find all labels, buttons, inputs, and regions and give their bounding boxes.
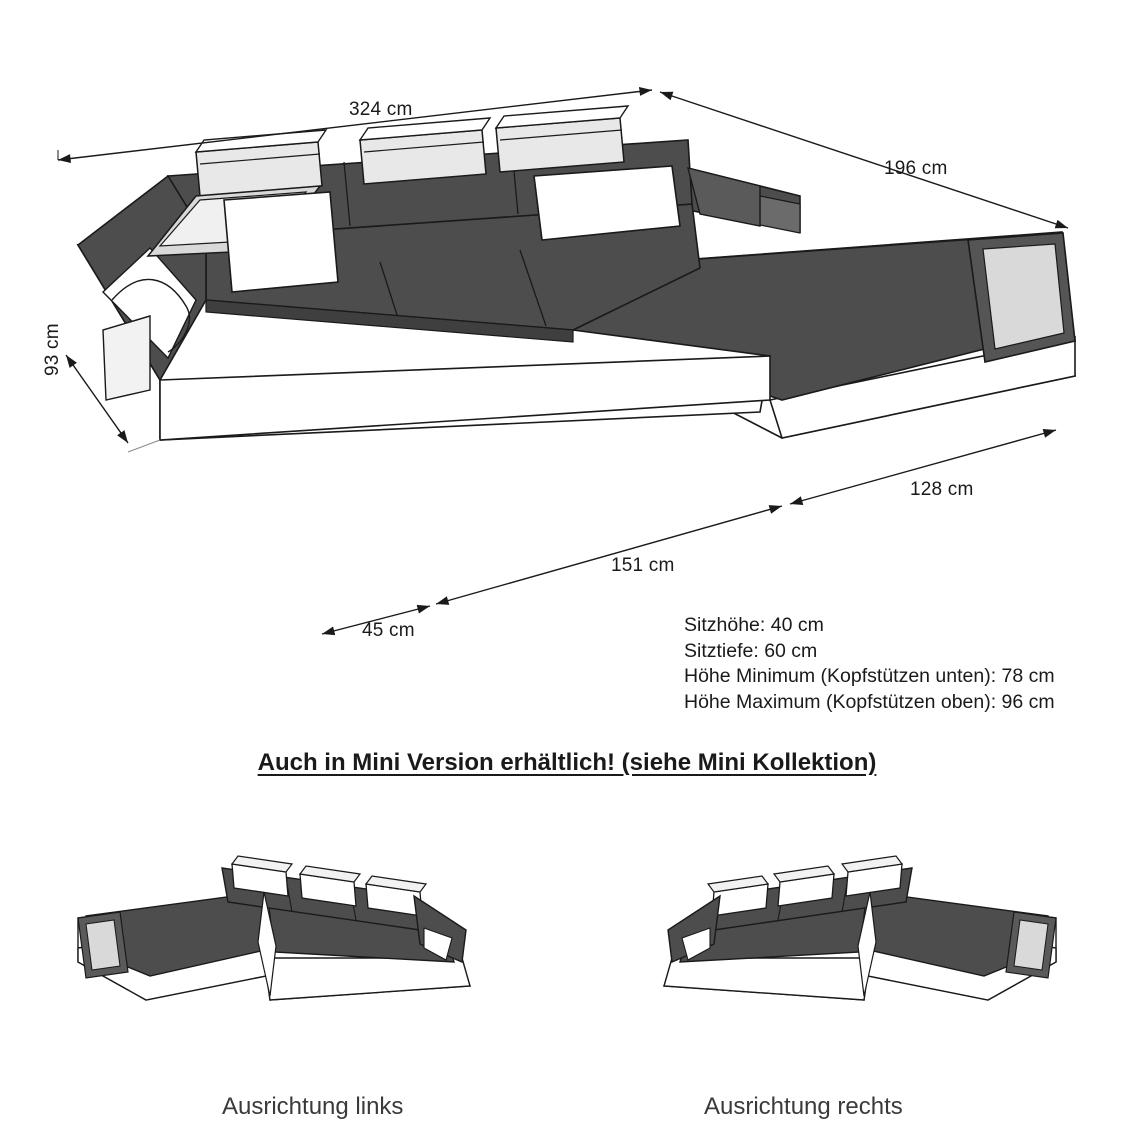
spec-line-height-min: Höhe Minimum (Kopfstützen unten): 78 cm <box>684 665 1055 687</box>
mini-sofa-left <box>78 856 470 1000</box>
mini-version-note: Auch in Mini Version erhältlich! (siehe Mini Kollektion) <box>257 749 877 776</box>
dimension-label-height-total: 93 cm <box>42 323 63 376</box>
main-sofa-illustration <box>78 106 1075 440</box>
spec-line-height-max: Höhe Maximum (Kopfstützen oben): 96 cm <box>684 690 1055 713</box>
caption-orientation-left: Ausrichtung links <box>222 1093 404 1120</box>
dimension-label-depth-total: 196 cm <box>884 158 948 179</box>
dimension-label-chaise-depth: 128 cm <box>910 479 974 500</box>
mini-sofa-right <box>664 856 1056 1000</box>
specifications-list <box>684 613 1055 715</box>
caption-orientation-right: Ausrichtung rechts <box>704 1093 903 1120</box>
dimension-label-width-total: 324 cm <box>349 99 413 120</box>
dimension-label-seat-length: 151 cm <box>611 555 675 576</box>
spec-line-seat-height: Sitzhöhe: 40 cm <box>684 614 824 636</box>
dimension-label-armrest-width: 45 cm <box>362 620 415 641</box>
spec-line-seat-depth: Sitztiefe: 60 cm <box>684 639 818 662</box>
